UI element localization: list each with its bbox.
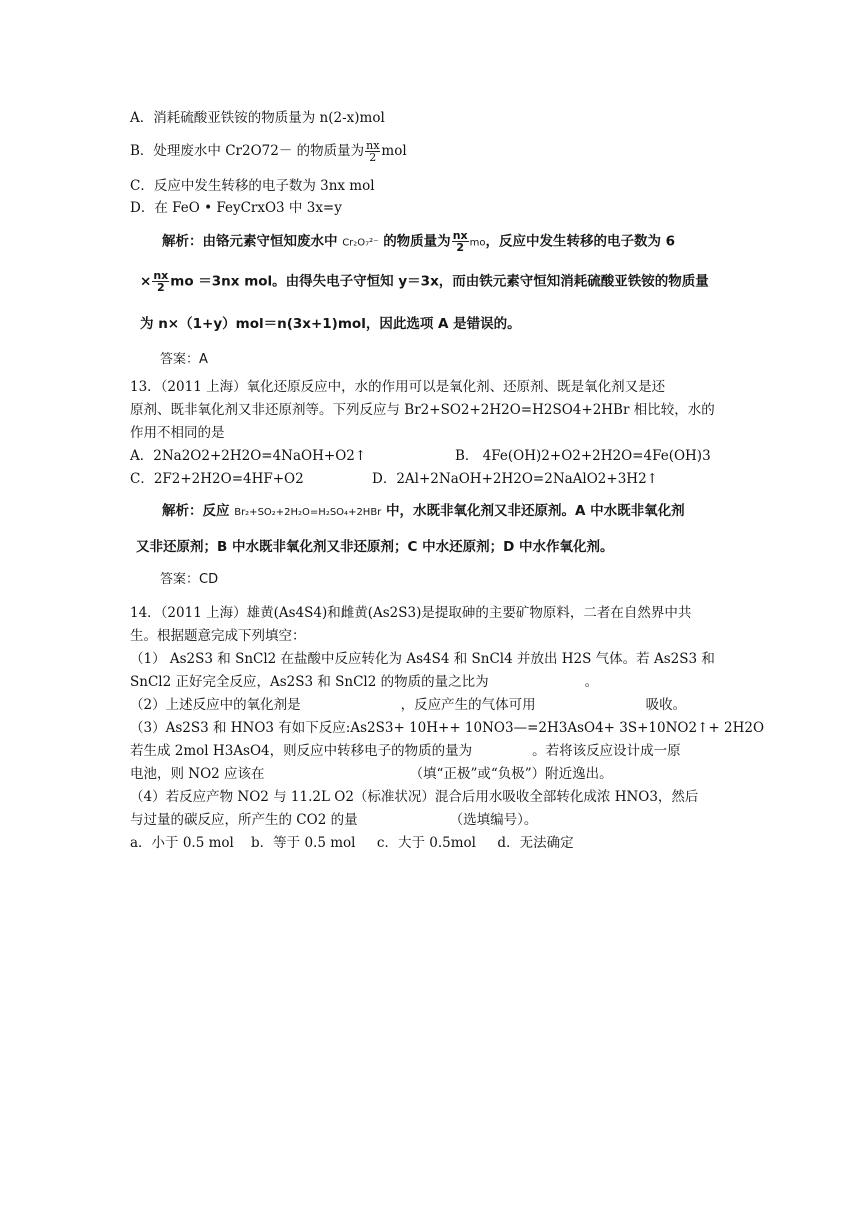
- q13-stem-line-3: 作用不相同的是: [130, 425, 225, 441]
- q14-part-3-line-1: （3）As2S3 和 HNO3 有如下反应:As2S3+ 10H++ 10NO3—=2H3AsO4+ 3S+10NO2↑+ 2H2O: [130, 720, 765, 736]
- q14-part-2: [130, 695, 686, 715]
- option-c: C．反应中发生转移的电子数为 3nx mol: [130, 178, 375, 194]
- option-d: D．在 FeO • FeyCrxO3 中 3x=y: [130, 200, 342, 216]
- question-text: SnCl2 正好完全反应，As2S3 和 SnCl2 的物质的量之比为: [130, 674, 489, 690]
- fraction: [365, 140, 380, 163]
- q13-option-c: C．2F2+2H2O=4HF+O2: [130, 471, 304, 487]
- q14-part-1-line-2: [130, 672, 598, 692]
- fraction: [452, 230, 469, 253]
- q13-analysis-line-1: [162, 501, 685, 523]
- q14-part-1-line-1: （1） As2S3 和 SnCl2 在盐酸中反应转化为 As4S4 和 SnCl4 并放出 H2S 气体。若 As2S3 和: [130, 651, 715, 667]
- analysis-text: ×: [140, 273, 152, 290]
- fraction-numerator: nx: [366, 139, 380, 152]
- analysis-text: ，反应中发生转移的电子数为 6: [485, 233, 676, 250]
- fraction-numerator: nx: [452, 229, 468, 242]
- analysis-text: 中，水既非氧化剂又非还原剂。A 中水既非氧化剂: [386, 503, 685, 519]
- q13-option-a: A．2Na2O2+2H2O=4NaOH+O2↑: [130, 448, 367, 464]
- question-text: （2）上述反应中的氧化剂是: [130, 697, 301, 713]
- question-text: 若生成 2mol H3AsO4，则反应中转移电子的物质的量为: [130, 743, 473, 759]
- q12-analysis-line-3: 为 n×（1+y）mol＝n(3x+1)mol，因此选项 A 是错误的。: [140, 316, 521, 332]
- option-a: A．消耗硫酸亚铁铵的物质量为 n(2-x)mol: [130, 110, 385, 126]
- fraction-numerator: nx: [153, 269, 169, 282]
- q14-part-3-line-3: [130, 764, 613, 784]
- option-b-unit: mol: [381, 143, 407, 159]
- option-b-text: B．处理废水中 Cr2O72－ 的物质量为: [130, 143, 365, 159]
- chromate-ion: Cr₂O₇²⁻: [342, 237, 379, 249]
- option-b: [130, 140, 407, 163]
- q13-analysis-line-2: 又非还原剂；B 中水既非氧化剂又非还原剂；C 中水还原剂；D 中水作氧化剂。: [136, 539, 614, 555]
- fraction-denominator: 2: [369, 151, 377, 164]
- q12-analysis-line-2: [140, 270, 709, 293]
- q13-stem-line-2: 原剂、既非氧化剂又非还原剂等。下列反应与 Br2+SO2+2H2O=H2SO4+2HBr 相比较，水的: [130, 402, 715, 418]
- question-text: 电池，则 NO2 应该在: [130, 766, 265, 782]
- unit: mo: [469, 237, 486, 249]
- q14-part-4-line-2: [130, 810, 537, 830]
- question-text: （填“正极”或“负极”）附近逸出。: [409, 766, 613, 782]
- question-text: 。若将该反应设计成一原: [532, 743, 681, 759]
- fraction-denominator: 2: [456, 241, 464, 254]
- analysis-text: 解析：反应: [162, 503, 230, 519]
- q14-choices: a．小于 0.5 mol b．等于 0.5 mol c．大于 0.5mol d．无法确定: [130, 835, 574, 851]
- question-text: ，反应产生的气体可用: [400, 697, 536, 713]
- question-text: 与过量的碳反应，所产生的 CO2 的量: [130, 812, 358, 828]
- reaction-equation: Br₂+SO₂+2H₂O=H₂SO₄+2HBr: [234, 507, 382, 518]
- analysis-text: 的物质量为: [383, 233, 451, 250]
- analysis-text: 解析：由铬元素守恒知废水中: [162, 233, 338, 250]
- q13-option-b: B． 4Fe(OH)2+O2+2H2O=4Fe(OH)3: [455, 448, 711, 464]
- fraction: [152, 270, 169, 293]
- question-text: 。: [584, 674, 599, 690]
- q13-option-d: D．2Al+2NaOH+2H2O=2NaAlO2+3H2↑: [372, 471, 658, 487]
- q14-part-4-line-1: （4）若反应产物 NO2 与 11.2L O2（标准状况）混合后用水吸收全部转化成浓 HNO3，然后: [130, 789, 699, 805]
- question-text: （选填编号）。: [449, 812, 538, 828]
- q12-analysis-line-1: [162, 230, 675, 254]
- q14-stem-line-1: 14．（2011 上海）雄黄(As4S4)和雌黄(As2S3)是提取砷的主要矿物原料，二者在自然界中共: [130, 605, 692, 621]
- fraction-denominator: 2: [156, 281, 165, 294]
- analysis-text: mo ＝3nx mol。由得失电子守恒知 y＝3x，而由铁元素守恒知消耗硫酸亚铁铵的物质量: [170, 273, 709, 290]
- q13-stem-line-1: 13．（2011 上海）氧化还原反应中，水的作用可以是氧化剂、还原剂、既是氧化剂又是还: [130, 379, 666, 395]
- q14-part-3-line-2: [130, 741, 681, 761]
- q12-answer: 答案：A: [160, 352, 208, 367]
- q13-answer: 答案：CD: [160, 572, 219, 587]
- q14-stem-line-2: 生。根据题意完成下列填空：: [130, 628, 306, 644]
- question-text: 吸收。: [645, 697, 687, 713]
